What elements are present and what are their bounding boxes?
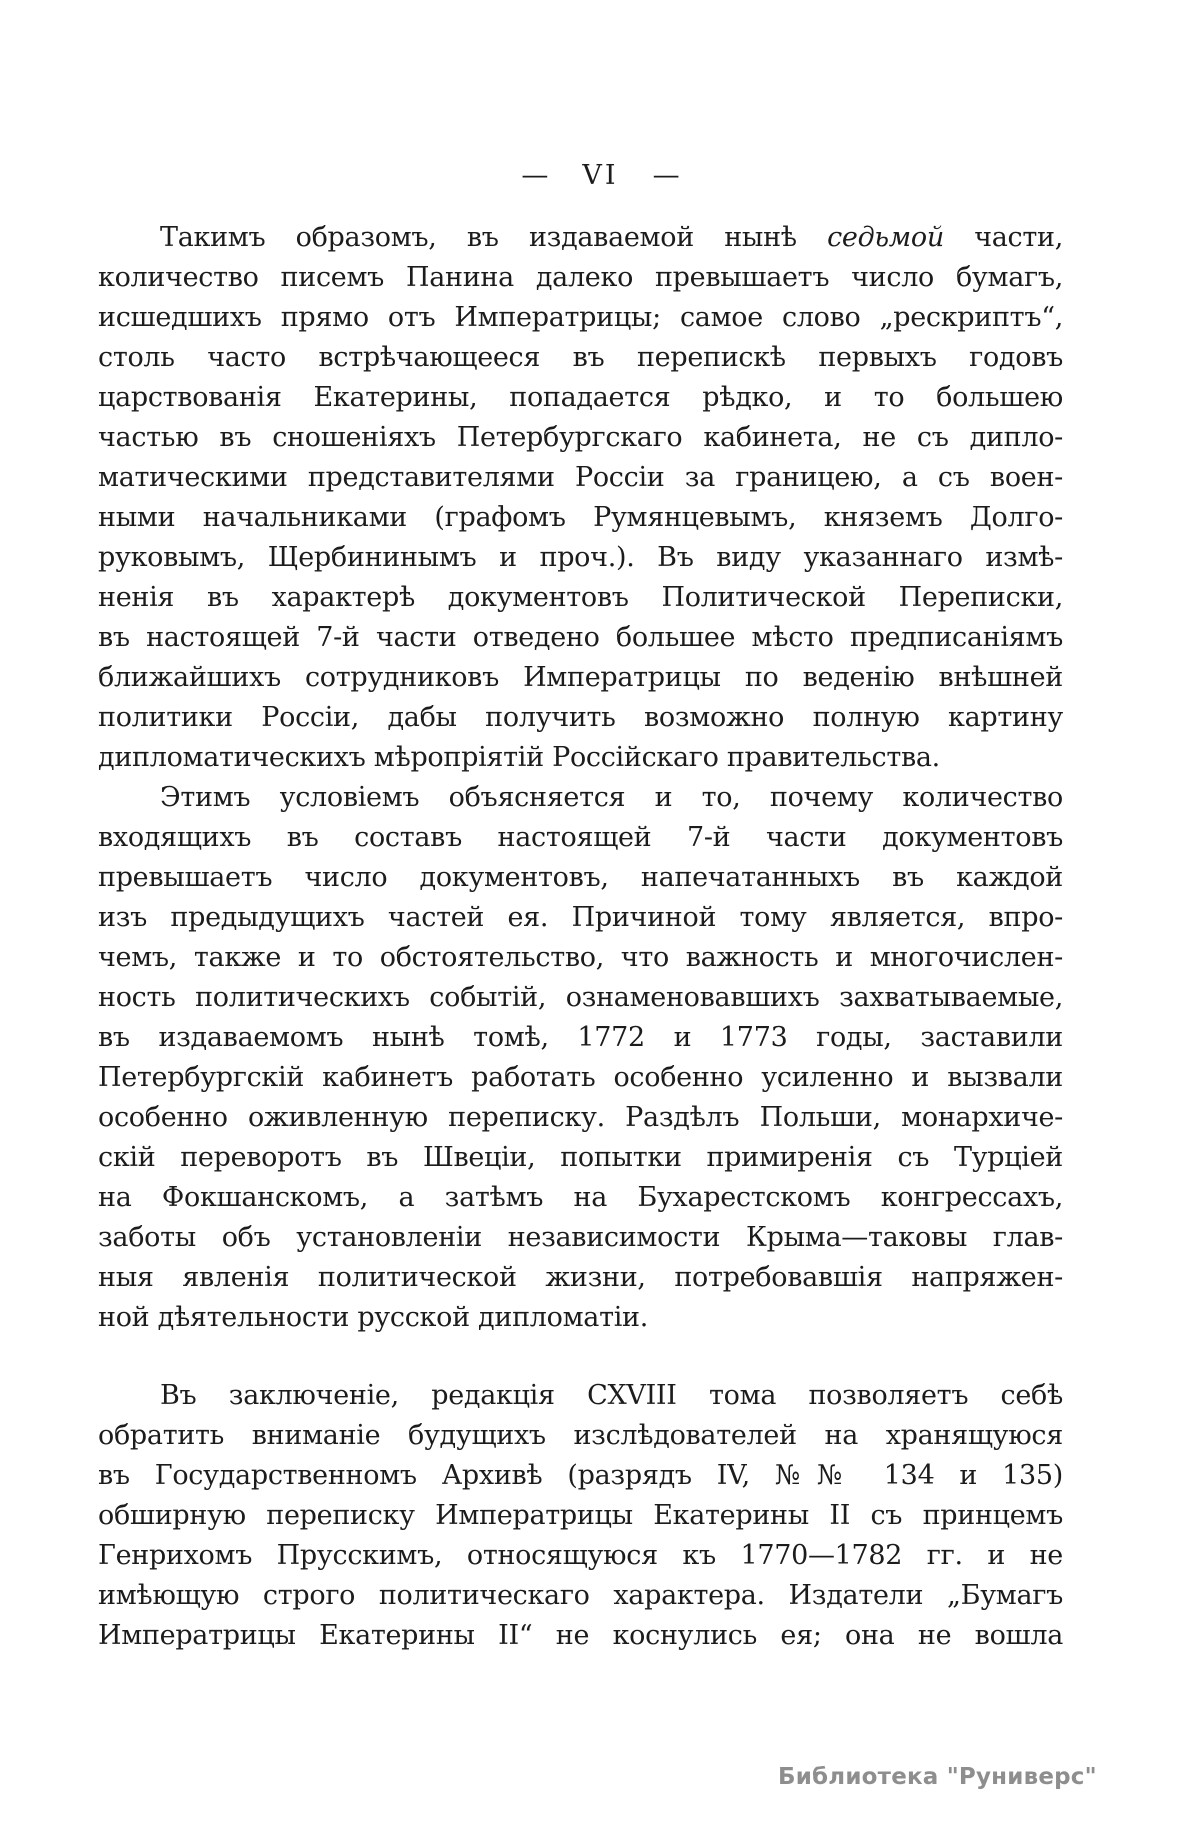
- italic-word: седьмой: [827, 222, 944, 253]
- text-segment: частью въ сношеніяхъ Петербургскаго кабинета, не съ дипло-: [98, 422, 1063, 453]
- text-segment: въ настоящей 7-й части отведено большее мѣсто предписаніямъ: [98, 622, 1063, 653]
- text-line: [98, 1178, 1063, 1218]
- library-watermark: Библиотека "Руниверс": [778, 1764, 1097, 1790]
- text-line: [98, 1616, 1063, 1656]
- text-line: [98, 218, 1063, 258]
- text-segment: столь часто встрѣчающееся въ перепискѣ первыхъ годовъ: [98, 342, 1063, 373]
- text-line: [98, 898, 1063, 938]
- text-segment: въ Государственномъ Архивѣ (разрядъ IV, №№ 134 и 135): [98, 1460, 1063, 1491]
- page-number: VI: [582, 160, 619, 191]
- text-segment: Генрихомъ Прусскимъ, относящуюся къ 1770—1782 гг. и не: [98, 1540, 1063, 1571]
- text-line: [98, 1298, 1063, 1338]
- text-segment: руковымъ, Щербининымъ и проч.). Въ виду указаннаго измѣ-: [98, 542, 1063, 573]
- text-segment: чемъ, также и то обстоятельство, что важность и многочислен-: [98, 942, 1063, 973]
- text-segment: обширную переписку Императрицы Екатерины II съ принцемъ: [98, 1500, 1063, 1531]
- text-segment: скій переворотъ въ Швеціи, попытки примиренія съ Турціей: [98, 1142, 1063, 1173]
- text-line: [98, 778, 1063, 818]
- text-line: [98, 458, 1063, 498]
- text-segment: на Фокшанскомъ, а затѣмъ на Бухарестскомъ конгрессахъ,: [98, 1182, 1063, 1213]
- text-line: [98, 1536, 1063, 1576]
- text-line: [98, 1218, 1063, 1258]
- text-segment: части,: [943, 222, 1063, 253]
- text-line: [98, 698, 1063, 738]
- text-segment: ближайшихъ сотрудниковъ Императрицы по веденію внѣшней: [98, 662, 1063, 693]
- text-segment: царствованія Екатерины, попадается рѣдко, и то большею: [98, 382, 1063, 413]
- text-segment: превышаетъ число документовъ, напечатанныхъ въ каждой: [98, 862, 1063, 893]
- text-line: [98, 1416, 1063, 1456]
- text-line: [98, 498, 1063, 538]
- text-segment: входящихъ въ составъ настоящей 7-й части документовъ: [98, 822, 1063, 853]
- text-segment: матическими представителями Россіи за границею, а съ воен-: [98, 462, 1063, 493]
- text-segment: Такимъ образомъ, въ издаваемой нынѣ: [160, 222, 828, 253]
- text-line: [98, 1058, 1063, 1098]
- page-header: [0, 156, 1201, 196]
- text-segment: количество писемъ Панина далеко превышаетъ число бумагъ,: [98, 262, 1063, 293]
- text-segment: особенно оживленную переписку. Раздѣлъ Польши, монархиче-: [98, 1102, 1063, 1133]
- text-segment: Императрицы Екатерины II“ не коснулись ея; она не вошла: [98, 1620, 1063, 1651]
- text-segment: имѣющую строго политическаго характера. Издатели „Бумагъ: [98, 1580, 1063, 1611]
- text-line: [98, 378, 1063, 418]
- text-segment: ныя явленія политической жизни, потребовавшія напряжен-: [98, 1262, 1063, 1293]
- text-segment: политики Россіи, дабы получить возможно полную картину: [98, 702, 1063, 733]
- text-segment: ность политическихъ событій, ознаменовавшихъ захватываемые,: [98, 982, 1063, 1013]
- paragraph: [98, 1376, 1063, 1656]
- text-line: [98, 978, 1063, 1018]
- text-line: [98, 1456, 1063, 1496]
- text-line: [98, 738, 1063, 778]
- text-line: [98, 1098, 1063, 1138]
- text-segment: Въ заключеніе, редакція CXVIII тома позволяетъ себѣ: [160, 1380, 1063, 1411]
- text-line: [98, 1138, 1063, 1178]
- text-line: [98, 1496, 1063, 1536]
- text-segment: Петербургскій кабинетъ работать особенно усиленно и вызвали: [98, 1062, 1063, 1093]
- text-segment: Этимъ условіемъ объясняется и то, почему количество: [160, 782, 1063, 813]
- text-segment: изъ предыдущихъ частей ея. Причиной тому является, впро-: [98, 902, 1063, 933]
- text-segment: исшедшихъ прямо отъ Императрицы; самое слово „рескриптъ“,: [98, 302, 1063, 333]
- text-line: [98, 298, 1063, 338]
- text-line: [98, 938, 1063, 978]
- text-segment: обратить вниманіе будущихъ изслѣдователей на хранящуюся: [98, 1420, 1063, 1451]
- text-segment: въ издаваемомъ нынѣ томѣ, 1772 и 1773 годы, заставили: [98, 1022, 1063, 1053]
- text-segment: ной дѣятельности русской дипломатіи.: [98, 1302, 649, 1333]
- text-block: [98, 218, 1063, 1656]
- text-line: [98, 258, 1063, 298]
- text-line: [98, 1576, 1063, 1616]
- text-line: [98, 1018, 1063, 1058]
- text-line: [98, 538, 1063, 578]
- text-line: [98, 578, 1063, 618]
- text-segment: заботы объ установленіи независимости Крыма—таковы глав-: [98, 1222, 1063, 1253]
- header-dash-left: —: [521, 160, 549, 191]
- text-line: [98, 858, 1063, 898]
- text-segment: ными начальниками (графомъ Румянцевымъ, княземъ Долго-: [98, 502, 1063, 533]
- text-line: [98, 618, 1063, 658]
- text-segment: ненія въ характерѣ документовъ Политической Переписки,: [98, 582, 1063, 613]
- text-line: [98, 338, 1063, 378]
- header-dash-right: —: [652, 160, 680, 191]
- text-line: [98, 818, 1063, 858]
- text-segment: дипломатическихъ мѣропріятій Россійскаго правительства.: [98, 742, 940, 773]
- text-line: [98, 1376, 1063, 1416]
- paragraph: [98, 218, 1063, 778]
- paragraph: [98, 778, 1063, 1338]
- text-line: [98, 658, 1063, 698]
- text-line: [98, 1258, 1063, 1298]
- text-line: [98, 418, 1063, 458]
